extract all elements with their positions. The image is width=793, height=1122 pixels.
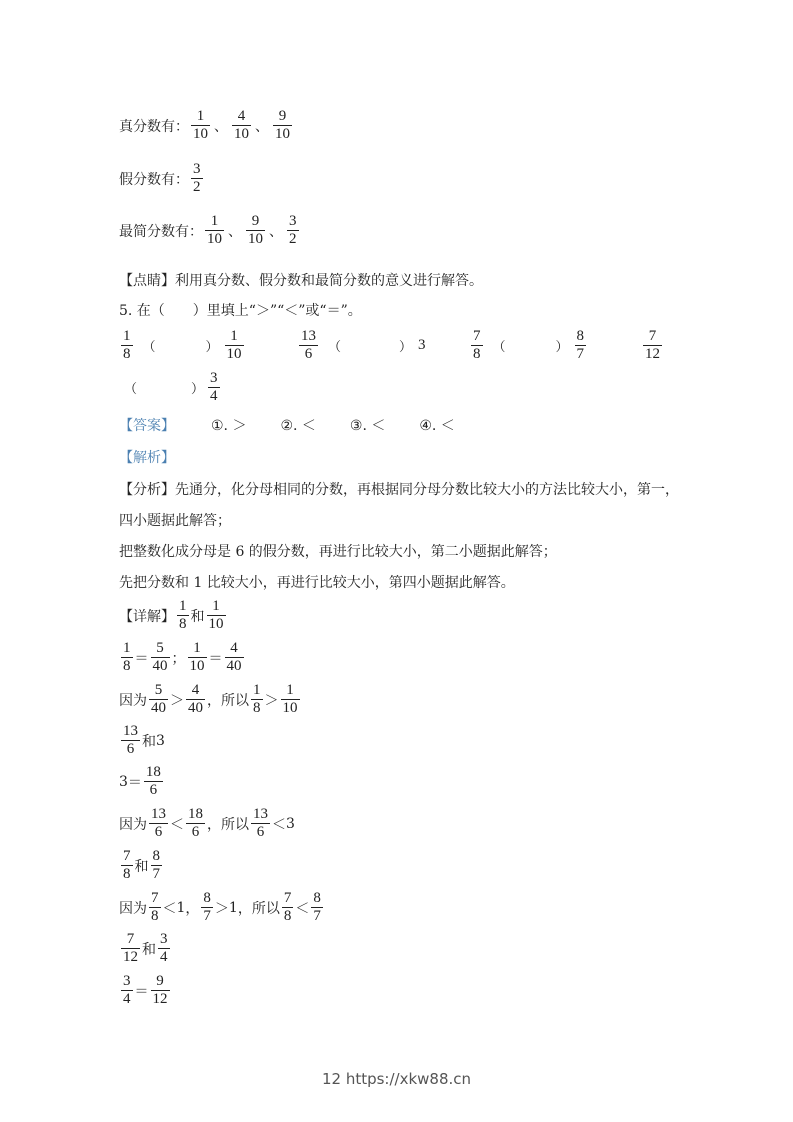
- question-5-item-3: $\frac{7}{8}$ （ ） $\frac{8}{7}$: [473, 328, 585, 362]
- answer-item: ③. ＜: [349, 418, 386, 434]
- detail-line-6: 因为 $\frac{13}{6}$ ＜ $\frac{18}{6}$ ， 所以 $\frac{13}{6}$ ＜ 3: [119, 806, 295, 840]
- analysis-label: 【解析】: [119, 450, 175, 466]
- question-5-prompt: 5. 在（ ）里填上“＞”“＜”或“＝”。: [119, 303, 362, 319]
- detail-line-8: 因为 $\frac{7}{8}$ ＜ 1 ， $\frac{8}{7}$ ＞ 1 ， 所以 $\frac{7}{8}$ ＜ $\frac{8}{7}$: [119, 890, 321, 924]
- analysis-paragraph-2: 四小题据此解答；: [119, 513, 231, 529]
- improper-fractions-line: [119, 161, 205, 196]
- fraction: $\frac{1}{10}$: [193, 108, 208, 142]
- detail-line-9: $\frac{7}{12}$ 和 $\frac{3}{4}$: [123, 931, 168, 965]
- answer-blank-4[interactable]: [137, 380, 191, 396]
- answer-line: [119, 415, 455, 435]
- fraction: $\frac{3}{2}$: [193, 161, 201, 195]
- improper-label: 假分数有：: [119, 171, 189, 188]
- simplest-label: 最简分数有：: [119, 223, 203, 240]
- fraction: $\frac{3}{2}$: [289, 213, 297, 247]
- question-5-item-1: $\frac{1}{8}$ （ ） $\frac{1}{10}$: [123, 328, 242, 362]
- detail-line-4: $\frac{13}{6}$ 和 3: [123, 723, 165, 757]
- detail-label: 【详解】: [119, 608, 175, 625]
- detail-line-3: 因为 $\frac{5}{40}$ ＞ $\frac{4}{40}$ ， 所以 $\frac{1}{8}$ ＞ $\frac{1}{10}$: [119, 682, 298, 716]
- fraction: $\frac{1}{10}$: [207, 213, 222, 247]
- detail-line-7: $\frac{7}{8}$ 和 $\frac{8}{7}$: [123, 848, 160, 882]
- question-5-item-4-left: $\frac{7}{12}$: [645, 328, 660, 362]
- answer-label: 【答案】: [119, 418, 175, 434]
- answer-blank-1[interactable]: [156, 338, 206, 354]
- detail-line-5: 3 ＝ $\frac{18}{6}$: [119, 764, 161, 798]
- detail-line-2: $\frac{1}{8}$ ＝ $\frac{5}{40}$ ； $\frac{1}{10}$ ＝ $\frac{4}{40}$: [123, 640, 242, 674]
- fraction: $\frac{9}{10}$: [248, 213, 263, 247]
- analysis-paragraph-1: 【分析】先通分，化分母相同的分数，再根据同分母分数比较大小的方法比较大小，第一，: [119, 482, 679, 498]
- answer-item: ④. ＜: [419, 418, 455, 434]
- fraction: $\frac{9}{10}$: [275, 108, 290, 142]
- fraction: $\frac{4}{10}$: [234, 108, 249, 142]
- answer-item: ②. ＜: [280, 418, 316, 434]
- answer-blank-2[interactable]: [341, 338, 399, 354]
- question-5-item-2: $\frac{13}{6}$ （ ） 3: [301, 328, 426, 362]
- analysis-paragraph-3: 把整数化成分母是 6 的假分数，再进行比较大小，第二小题据此解答；: [119, 544, 557, 560]
- question-5-item-4-right: （ ） $\frac{3}{4}$: [124, 370, 218, 404]
- analysis-paragraph-4: 先把分数和 1 比较大小，再进行比较大小，第四小题据此解答。: [119, 575, 515, 591]
- proper-label: 真分数有：: [119, 118, 189, 135]
- simplest-fractions-line: 最简分数有： $\frac{1}{10}$ 、 $\frac{9}{10}$ 、 $\frac{3}{2}$: [119, 213, 297, 247]
- detail-line-1: 【详解】 $\frac{1}{8}$ 和 $\frac{1}{10}$: [119, 598, 224, 632]
- answer-item: ①. ＞: [211, 418, 247, 434]
- page-footer: 12 https://xkw88.cn: [321, 1070, 472, 1088]
- proper-fractions-line: 真分数有： $\frac{1}{10}$ 、 $\frac{4}{10}$ 、 $\frac{9}{10}$: [119, 108, 290, 142]
- answer-blank-3[interactable]: [506, 338, 556, 354]
- key-point-note: 【点睛】利用真分数、假分数和最简分数的意义进行解答。: [119, 273, 483, 289]
- detail-line-10: $\frac{3}{4}$ ＝ $\frac{9}{12}$: [123, 973, 168, 1007]
